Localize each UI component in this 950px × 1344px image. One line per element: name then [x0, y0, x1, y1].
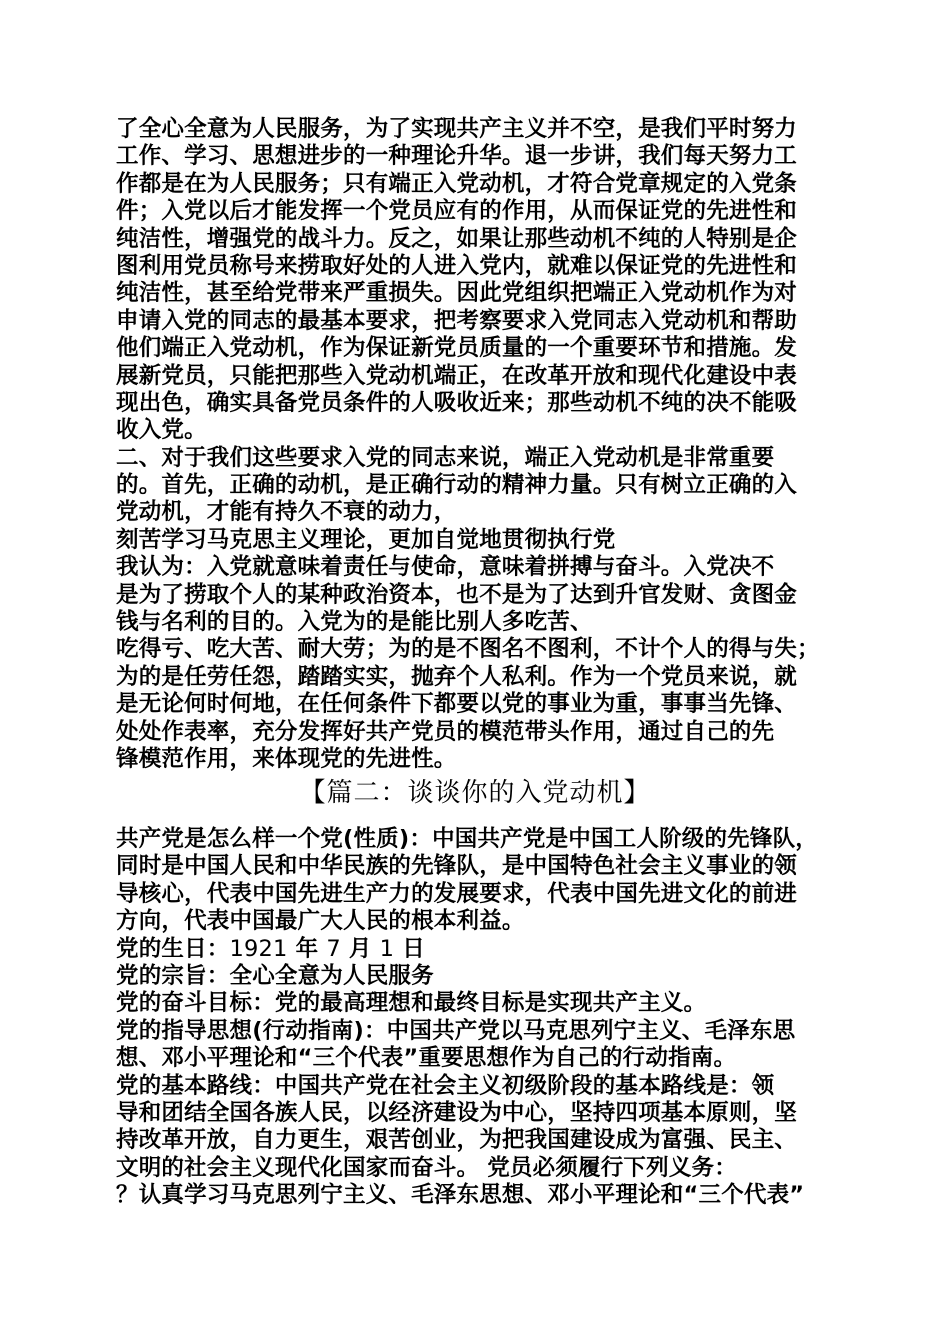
text-line: 他们端正入党动机，作为保证新党员质量的一个重要环节和措施。发 [116, 335, 798, 362]
text-line: 导核心，代表中国先进生产力的发展要求，代表中国先进文化的前进 [116, 880, 798, 907]
text-line: 纯洁性，甚至给党带来严重损失。因此党组织把端正入党动机作为对 [116, 280, 798, 307]
birthday-day: 1 [379, 935, 395, 962]
text-line: 刻苦学习马克思主义理论，更加自觉地贯彻执行党 [116, 526, 616, 553]
birthday-year: 1921 [229, 935, 288, 962]
text-line: 收入党。 [116, 417, 207, 444]
text-line: ？认真学习马克思列宁主义、毛泽东思想、邓小平理论和“三个代表” [116, 1182, 805, 1209]
text-line: 文明的社会主义现代化国家而奋斗。 党员必须履行下列义务： [116, 1154, 737, 1181]
birthday-year-unit: 年 [287, 935, 327, 962]
text-line: 吃得亏、吃大苦、耐大劳；为的是不图名不图利，不计个人的得与失； [116, 636, 820, 663]
birthday-month-unit: 月 [340, 935, 380, 962]
text-line: 现出色，确实具备党员条件的人吸收近来；那些动机不纯的决不能吸 [116, 389, 798, 416]
text-line: 党的基本路线：中国共产党在社会主义初级阶段的基本路线是：领 [116, 1072, 775, 1099]
text-line: 党的奋斗目标：党的最高理想和最终目标是实现共产主义。 [116, 990, 707, 1017]
text-line: 件；入党以后才能发挥一个党员应有的作用，从而保证党的先进性和 [116, 198, 798, 225]
text-line: 想、邓小平理论和“三个代表”重要思想作为自己的行动指南。 [116, 1045, 737, 1072]
party-birthday-line [116, 936, 846, 963]
section-one-body [116, 116, 846, 773]
birthday-month: 7 [326, 935, 341, 962]
text-line: 党的宗旨：全心全意为人民服务 [116, 962, 434, 989]
text-line: 钱与名利的目的。入党为的是能比别人多吃苦、 [116, 609, 593, 636]
text-line: 导和团结全国各族人民，以经济建设为中心，坚持四项基本原则，坚 [116, 1099, 798, 1126]
text-line: 是无论何时何地，在任何条件下都要以党的事业为重，事事当先锋、 [116, 691, 798, 718]
text-line: 党动机，才能有持久不衰的动力， [116, 499, 457, 526]
text-line: 方向，代表中国最广大人民的根本利益。 [116, 908, 525, 935]
text-line: 处处作表率，充分发挥好共产党员的模范带头作用，通过自己的先 [116, 718, 775, 745]
section-two-body [116, 826, 846, 1209]
text-line: 持改革开放，自力更生，艰苦创业，为把我国建设成为富强、民主、 [116, 1127, 798, 1154]
text-line: 作都是在为人民服务；只有端正入党动机，才符合党章规定的入党条 [116, 170, 798, 197]
text-line: 我认为：入党就意味着责任与使命，意味着拼搏与奋斗。入党决不 [116, 554, 775, 581]
birthday-day-unit: 日 [394, 935, 425, 962]
text-line: 申请入党的同志的最基本要求，把考察要求入党同志入党动机和帮助 [116, 307, 798, 334]
text-line: 的。首先，正确的动机，是正确行动的精神力量。只有树立正确的入 [116, 472, 798, 499]
text-line: 了全心全意为人民服务，为了实现共产主义并不空，是我们平时努力 [116, 116, 798, 142]
text-line: 是为了捞取个人的某种政治资本，也不是为了达到升官发财、贪图金 [116, 581, 798, 608]
text-line: 党的指导思想(行动指南)：中国共产党以马克思列宁主义、毛泽东思 [116, 1017, 796, 1044]
section-heading: 【篇二：谈谈你的入党动机】 [299, 778, 651, 808]
text-line: 锋模范作用，来体现党的先进性。 [116, 745, 457, 772]
text-line: 工作、学习、思想进步的一种理论升华。退一步讲，我们每天努力工 [116, 143, 798, 170]
text-line: 同时是中国人民和中华民族的先锋队，是中国特色社会主义事业的领 [116, 853, 798, 880]
text-line: 为的是任劳任怨，踏踏实实，抛弃个人私利。作为一个党员来说，就 [116, 663, 798, 690]
birthday-prefix: 党的生日： [116, 935, 230, 962]
text-line: 图利用党员称号来捞取好处的人进入党内，就难以保证党的先进性和 [116, 252, 798, 279]
text-line: 二、对于我们这些要求入党的同志来说，端正入党动机是非常重要 [116, 444, 775, 471]
text-line: 共产党是怎么样一个党(性质)：中国共产党是中国工人阶级的先锋队， [116, 826, 818, 852]
text-line: 展新党员，只能把那些入党动机端正，在改革开放和现代化建设中表 [116, 362, 798, 389]
text-line: 纯洁性，增强党的战斗力。反之，如果让那些动机不纯的人特别是企 [116, 225, 798, 252]
